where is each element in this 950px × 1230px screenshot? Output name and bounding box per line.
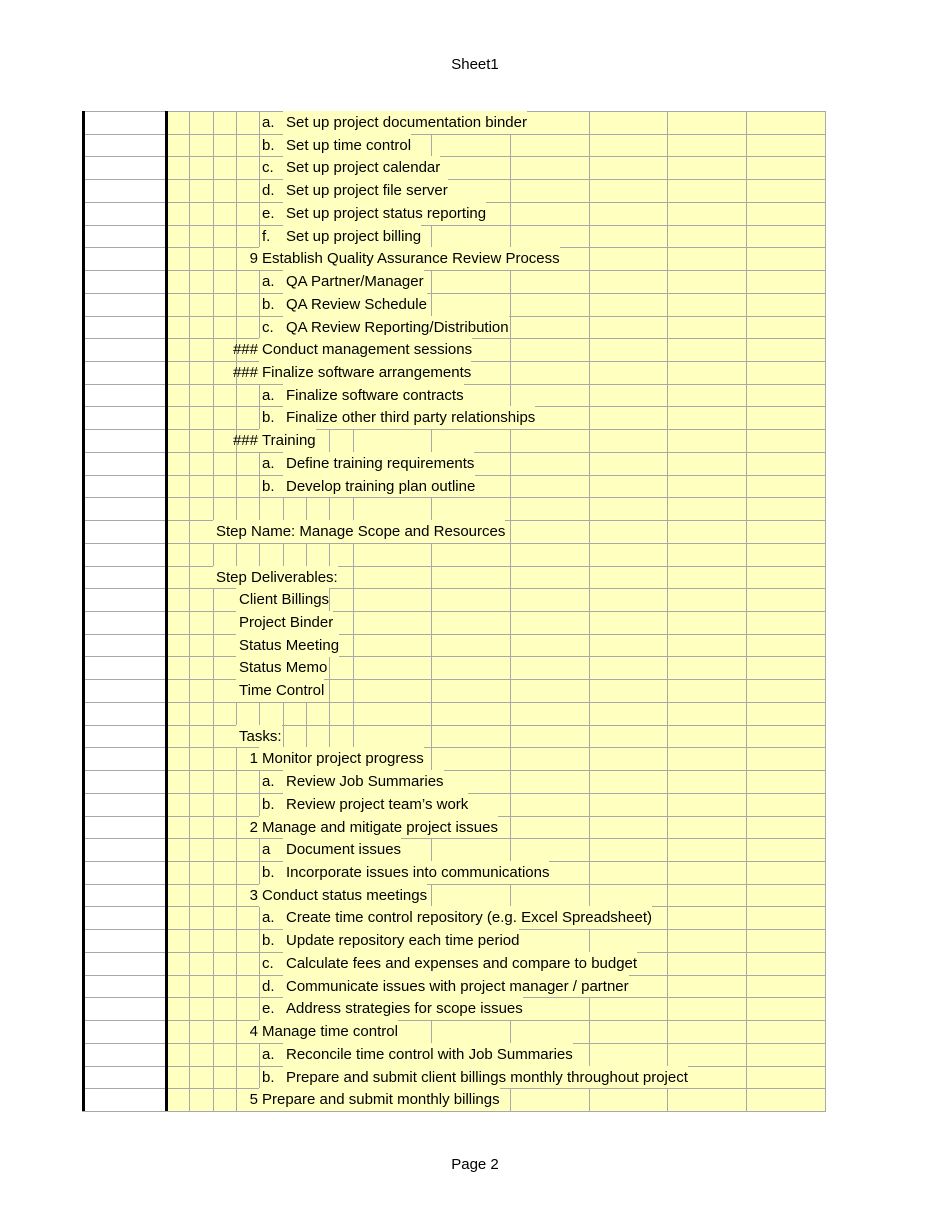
page-footer: Page 2 [451,1156,499,1173]
subtask-text: QA Review Schedule [283,293,427,316]
item-letter: b. [262,932,275,950]
item-letter: a. [262,386,275,404]
table-row [82,475,826,498]
table-row [82,975,826,998]
table-row [82,134,826,157]
subtask-text: Finalize software contracts [283,384,464,407]
task-text: Finalize software arrangements [259,361,471,384]
task-text: Establish Quality Assurance Review Process [259,247,560,270]
table-row [82,588,826,611]
subtask-text: Reconcile time control with Job Summaries [283,1043,573,1066]
subtask-text: Create time control repository (e.g. Excel Spreadsheet) [283,906,652,929]
subtask-text: Calculate fees and expenses and compare to budget [283,952,637,975]
item-letter: d. [262,182,275,200]
task-text: Conduct status meetings [259,884,427,907]
column-divider [165,111,168,1111]
subtask-text: Address strategies for scope issues [283,997,523,1020]
table-row [82,497,826,520]
item-letter: a. [262,273,275,291]
item-letter: d. [262,977,275,995]
table-row [82,861,826,884]
table-row [82,997,826,1020]
table-row [82,1088,826,1111]
task-text: Monitor project progress [259,747,424,770]
task-number: ### [232,341,258,359]
table-row [82,656,826,679]
subtask-text: Finalize other third party relationships [283,406,535,429]
table-row [82,816,826,839]
page-header: Sheet1 [451,56,499,73]
table-row [82,702,826,725]
table-row [82,884,826,907]
subtask-text: Review project team’s work [283,793,468,816]
item-letter: c. [262,954,274,972]
deliverable-item: Client Billings [236,588,329,611]
table-row [82,179,826,202]
task-text: Manage time control [259,1020,398,1043]
item-letter: e. [262,1000,275,1018]
task-number: 2 [249,818,258,836]
table-row [82,384,826,407]
table-row [82,929,826,952]
subtask-text: Prepare and submit client billings monthly throughout project [283,1066,688,1089]
task-text: Conduct management sessions [259,338,472,361]
subtask-text: Set up project billing [283,225,421,248]
subtask-text: Set up project status reporting [283,202,486,225]
item-letter: a [262,841,271,859]
item-letter: c. [262,318,274,336]
spreadsheet-grid [82,111,826,1111]
table-row [82,1066,826,1089]
item-letter: a. [262,773,275,791]
task-text: Manage and mitigate project issues [259,816,498,839]
table-row [82,247,826,270]
task-number: 5 [249,1091,258,1109]
table-row [82,452,826,475]
table-row [82,361,826,384]
item-letter: b. [262,1068,275,1086]
table-row [82,520,826,543]
table-row [82,566,826,589]
item-letter: a. [262,1045,275,1063]
table-row [82,225,826,248]
step-heading: Step Deliverables: [213,566,338,589]
table-row [82,793,826,816]
table-row [82,634,826,657]
table-row [82,906,826,929]
subtask-text: Define training requirements [283,452,474,475]
subtask-text: Document issues [283,838,401,861]
subtask-text: Communicate issues with project manager / partner [283,975,629,998]
item-letter: b. [262,136,275,154]
table-row [82,1020,826,1043]
table-row [82,338,826,361]
table-row [82,1043,826,1066]
table-row [82,202,826,225]
subtask-text: QA Partner/Manager [283,270,424,293]
deliverable-item: Status Meeting [236,634,339,657]
subtask-text: Review Job Summaries [283,770,444,793]
item-letter: b. [262,477,275,495]
deliverable-item: Status Memo [236,656,327,679]
table-row [82,679,826,702]
task-number: ### [232,364,258,381]
item-letter: c. [262,159,274,177]
item-letter: b. [262,295,275,313]
task-text: Training [259,429,316,452]
left-border [82,111,85,1111]
step-heading: Step Name: Manage Scope and Resources [213,520,505,543]
table-row [82,429,826,452]
item-letter: b. [262,409,275,427]
subtask-text: Set up project documentation binder [283,111,527,134]
item-letter: f. [262,227,271,245]
task-number: 3 [249,886,258,904]
table-row [82,156,826,179]
task-number: 4 [249,1023,258,1041]
table-row [82,611,826,634]
table-row [82,316,826,339]
grid-row-line [82,1111,826,1112]
subtask-text: Update repository each time period [283,929,519,952]
item-letter: e. [262,204,275,222]
item-letter: a. [262,454,275,472]
subtask-text: Develop training plan outline [283,475,475,498]
table-row [82,725,826,748]
subtask-text: QA Review Reporting/Distribution [283,316,509,339]
table-row [82,406,826,429]
item-letter: b. [262,795,275,813]
item-letter: a. [262,114,275,131]
table-row [82,543,826,566]
table-row [82,270,826,293]
task-number: ### [232,432,258,450]
table-row [82,952,826,975]
table-row [82,770,826,793]
deliverable-item: Time Control [236,679,324,702]
table-row [82,747,826,770]
table-row [82,293,826,316]
task-number: 9 [249,250,258,268]
subtask-text: Set up time control [283,134,411,157]
subtask-text: Set up project calendar [283,156,440,179]
subtask-text: Incorporate issues into communications [283,861,549,884]
subtask-text: Set up project file server [283,179,448,202]
item-letter: b. [262,864,275,881]
deliverable-item: Tasks: [236,725,282,748]
table-row [82,111,826,134]
table-row [82,838,826,861]
deliverable-item: Project Binder [236,611,333,634]
item-letter: a. [262,909,275,927]
task-text: Prepare and submit monthly billings [259,1088,500,1111]
task-number: 1 [249,750,258,768]
